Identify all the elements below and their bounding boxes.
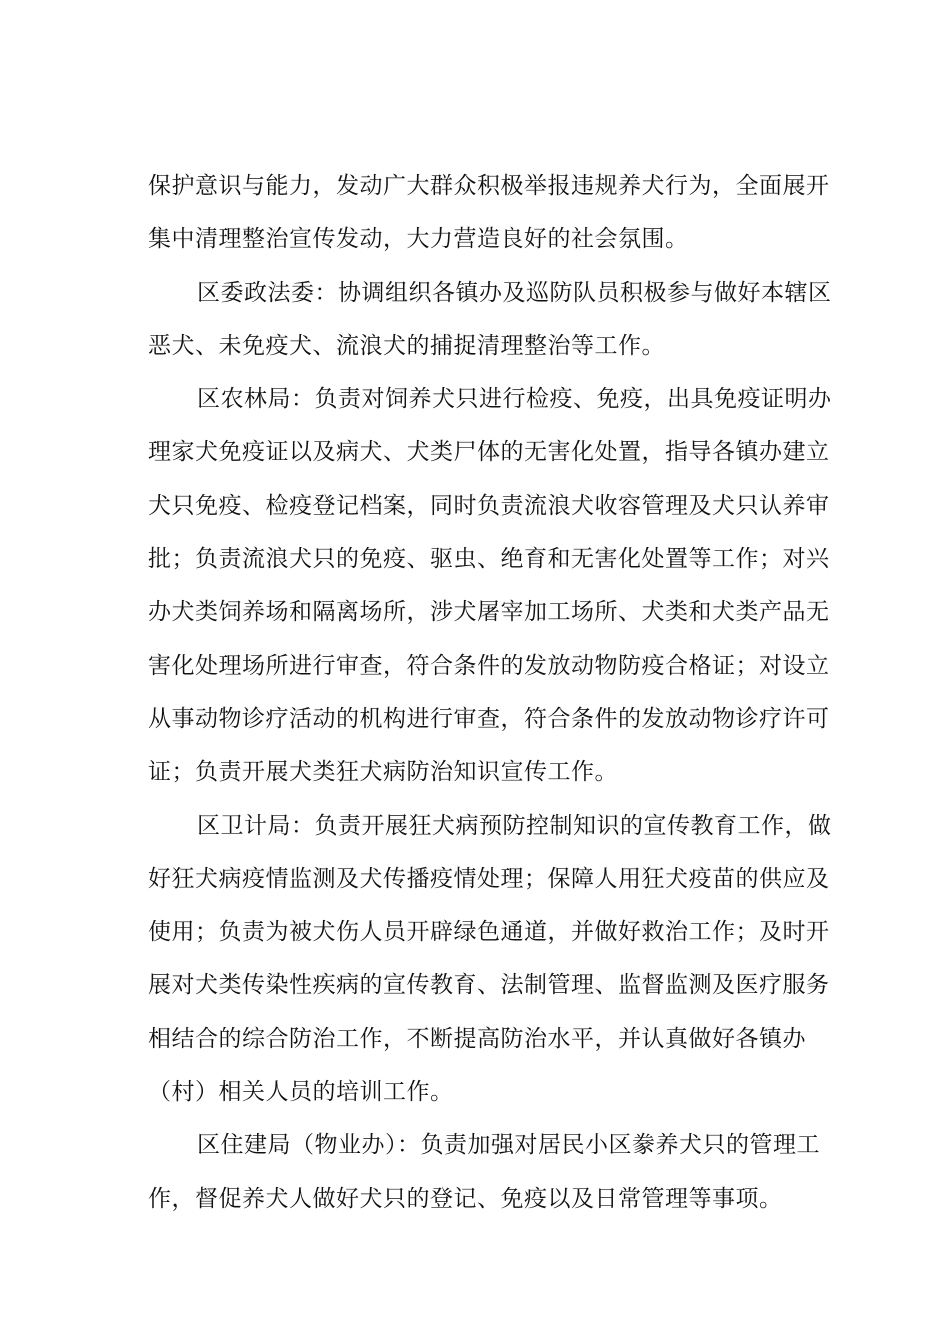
paragraph-line: 相结合的综合防治工作，不断提高防治水平，并认真做好各镇办 bbox=[148, 1025, 806, 1052]
paragraph-agriculture-forestry-bureau bbox=[148, 373, 832, 799]
paragraph-line: 展对犬类传染性疾病的宣传教育、法制管理、监督监测及医疗服务 bbox=[148, 972, 830, 999]
paragraph-line: 恶犬、未免疫犬、流浪犬的捕捉清理整治等工作。 bbox=[148, 332, 665, 359]
paragraph-line: 区农林局：负责对饲养犬只进行检疫、免疫，出具免疫证明办 bbox=[197, 386, 832, 413]
paragraph-line: （村）相关人员的培训工作。 bbox=[148, 1079, 454, 1106]
document-body bbox=[148, 160, 832, 1226]
paragraph-line: 犬只免疫、检疫登记档案，同时负责流浪犬收容管理及犬只认养审 bbox=[148, 492, 830, 519]
paragraph-housing-construction-bureau bbox=[148, 1119, 820, 1226]
paragraph-line: 集中清理整治宣传发动，大力营造良好的社会氛围。 bbox=[148, 226, 689, 253]
paragraph-line: 害化处理场所进行审查，符合条件的发放动物防疫合格证；对设立 bbox=[148, 652, 830, 679]
paragraph-line: 证；负责开展犬类狂犬病防治知识宣传工作。 bbox=[148, 759, 618, 786]
paragraph-public-awareness bbox=[148, 160, 830, 267]
paragraph-line: 理家犬免疫证以及病犬、犬类尸体的无害化处置，指导各镇办建立 bbox=[148, 439, 830, 466]
paragraph-line: 作，督促养犬人做好犬只的登记、免疫以及日常管理等事项。 bbox=[148, 1185, 783, 1212]
paragraph-political-legal-committee bbox=[148, 267, 832, 374]
paragraph-line: 办犬类饲养场和隔离场所，涉犬屠宰加工场所、犬类和犬类产品无 bbox=[148, 599, 830, 626]
paragraph-line: 批；负责流浪犬只的免疫、驱虫、绝育和无害化处置等工作；对兴 bbox=[148, 546, 830, 573]
paragraph-line: 区住建局（物业办）：负责加强对居民小区豢养犬只的管理工 bbox=[197, 1132, 820, 1159]
paragraph-line: 区卫计局：负责开展狂犬病预防控制知识的宣传教育工作，做 bbox=[197, 812, 832, 839]
paragraph-line: 区委政法委：协调组织各镇办及巡防队员积极参与做好本辖区 bbox=[197, 279, 832, 306]
paragraph-line: 好狂犬病疫情监测及犬传播疫情处理；保障人用狂犬疫苗的供应及 bbox=[148, 865, 830, 892]
paragraph-health-commission bbox=[148, 800, 832, 1120]
paragraph-line: 从事动物诊疗活动的机构进行审查，符合条件的发放动物诊疗许可 bbox=[148, 705, 830, 732]
paragraph-line: 使用；负责为被犬伤人员开辟绿色通道，并做好救治工作；及时开 bbox=[148, 919, 830, 946]
paragraph-line: 保护意识与能力，发动广大群众积极举报违规养犬行为，全面展开 bbox=[148, 173, 830, 199]
